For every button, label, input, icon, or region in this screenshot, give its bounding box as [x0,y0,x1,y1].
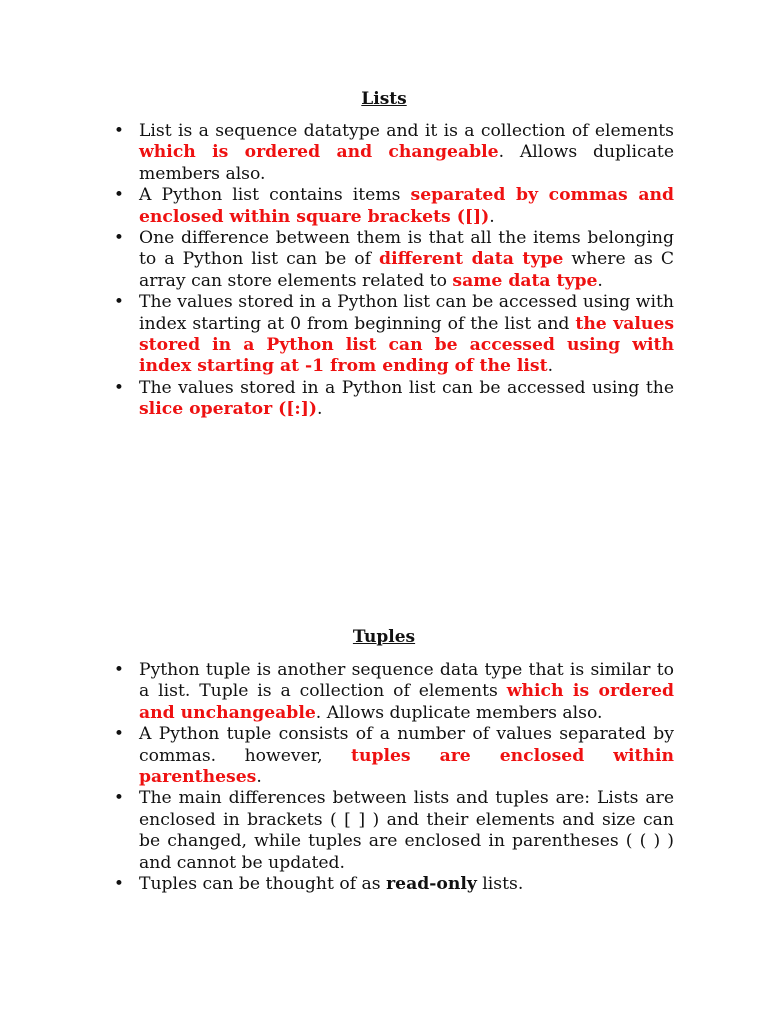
highlighted-text: different data type [379,249,564,270]
tuples-section [0,626,768,895]
highlighted-text: which is ordered and changeable [139,142,499,163]
bullet-dot-icon: • [113,292,125,313]
bullet-item [112,724,674,788]
bullet-item [112,228,674,292]
lists-section [0,88,768,420]
highlighted-text: tuples are enclosed within parentheses [139,745,675,788]
lists-heading: Lists [361,89,407,109]
bullet-dot-icon: • [113,228,125,249]
bullet-dot-icon: • [113,724,125,745]
tuples-heading: Tuples [352,627,416,647]
bullet-dot-icon: • [113,185,125,206]
text-segment: Python tuple is another sequence data type that is similar to a list. Tuple is a collection of elements [139,660,674,702]
text-segment: . [489,206,495,227]
text-segment: where as C array can store elements related to [139,249,675,291]
bullet-item [112,788,674,874]
text-segment: One difference between them is that all the items belonging to a Python list can be of [139,228,674,270]
highlighted-text: which is ordered and unchangeable [139,681,675,723]
bullet-dot-icon: • [113,121,125,141]
text-segment: . Allows duplicate members also. [315,702,603,723]
lists-bullet-list [112,121,674,421]
text-segment: . [256,767,262,788]
text-segment: . [597,270,603,291]
bold-text: read-only [386,874,477,895]
text-segment: lists. [476,874,524,895]
highlighted-text: slice operator ([:]) [139,399,318,420]
bullet-item [112,121,674,185]
bullet-dot-icon: • [113,377,125,398]
text-segment: Tuples can be thought of as [139,874,387,895]
text-segment: . [547,356,554,377]
text-segment: List is a sequence datatype and it is a collection of elements [139,121,674,141]
bullet-item [112,185,674,228]
bullet-item [112,874,674,895]
text-segment: The values stored in a Python list can be accessed using with index starting at 0 from beginning of the list and [139,292,674,334]
bullet-item [112,378,674,421]
bullet-item [112,292,674,378]
bullet-dot-icon: • [113,660,125,680]
text-segment: . [317,399,323,420]
text-segment: The values stored in a Python list can be accessed using the [139,377,674,398]
highlighted-text: the values stored in a Python list can be accessed using with index starting at -1 from ending of the list [139,313,674,377]
bullet-dot-icon: • [113,874,125,895]
highlighted-text: same data type [452,270,598,291]
highlighted-text: separated by commas and enclosed within square brackets ([]) [139,185,674,227]
tuples-bullet-list [112,660,674,895]
text-segment: The main differences between lists and tuples are: Lists are enclosed in brackets ( [ ] ) and their elements and size can be changed, while tuples are enclosed in parentheses ( ( ) ) and cannot be updated. [139,788,674,873]
text-segment: A Python list contains items [139,185,411,206]
bullet-item [112,660,674,724]
text-segment: A Python tuple consists of a number of values separated by commas. however, [139,724,674,766]
text-segment: . Allows duplicate members also. [139,142,674,184]
bullet-dot-icon: • [113,788,125,809]
